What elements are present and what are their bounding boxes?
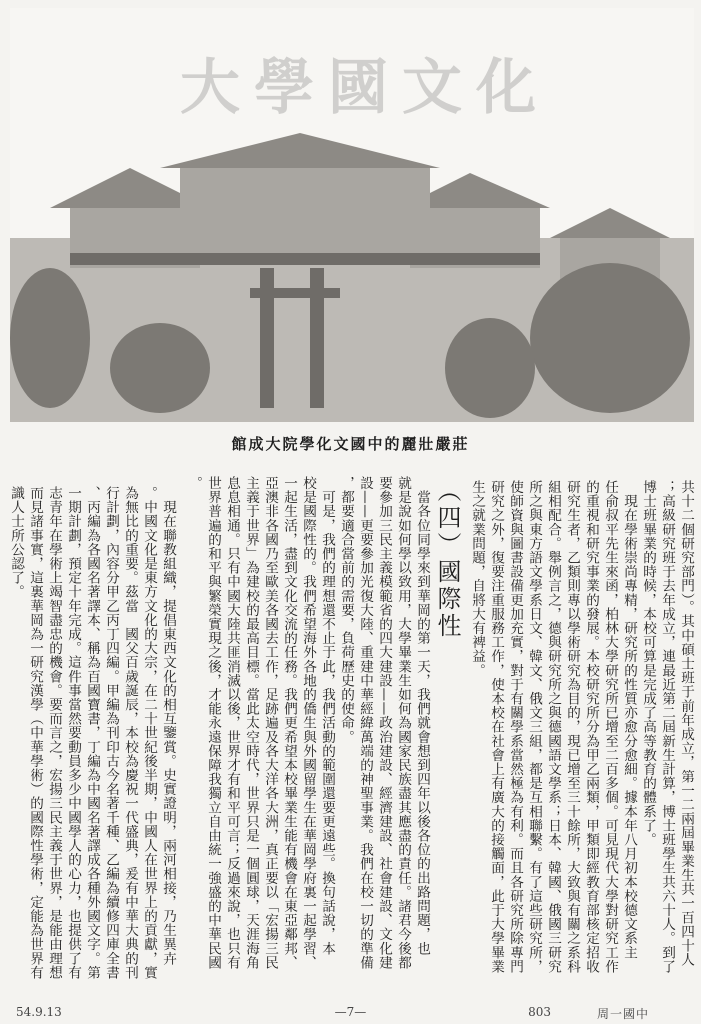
text-column: 。 — [186, 476, 202, 491]
magazine-name: 周一國中 — [596, 1007, 649, 1021]
text-column: 校是國際性的。我們希望海外各地的僑生與外國留學生在華岡學府裏一起學習、 — [300, 476, 316, 970]
text-column: 識人士所公認了。 — [8, 486, 24, 599]
text-column: 一期計劃，預定十年完成。這件事當然要動員多少中國學人的心力，也提供了有 — [65, 486, 81, 980]
text-column: 生之就業問題，自將大有裨益。 — [469, 480, 485, 678]
page-number: —7— — [334, 1005, 367, 1019]
text-column: 志青年在學術上竭智盡忠的機會。要而言之，宏揚三民主義于世界，是能由理想 — [46, 486, 62, 980]
issue-number: 803 — [528, 1005, 551, 1019]
text-column: 組相配合。舉例言之，德與研究所之與德國語文學系；日本、韓國、俄國三研究 — [545, 480, 561, 974]
text-column: 世界普遍的和平與繁榮實現之後，才能永遠保障我獨立自由統一強盛的中華民國 — [205, 476, 221, 970]
text-column: 就是說如何學以致用，大學畢業生如何為國家民族盡其應盡的責任。諸君今後都 — [395, 476, 411, 970]
text-column: 研究之外，復要注重服務工作，使本校在社會上有廣大的接觸面，此于大學畢業 — [488, 480, 504, 974]
text-column: ，都要適合當前的需要，負荷歷史的使命。 — [338, 476, 354, 744]
text-column: 一起生活，盡到文化交流的任務。我們更希望本校畢業生能有機會在東亞鄰邦、 — [281, 476, 297, 970]
text-column: 現在學術崇尚專精，研究所的性質亦愈分愈細。據本年八月初本校德文系主 — [621, 480, 637, 960]
issue-date: 54.9.13 — [16, 1005, 62, 1019]
text-column: 可是，我們的理想還不止于此，我們活動的範圍還要更遠些。換句話說，本 — [319, 476, 335, 956]
text-column: 、丙編為各國名著譯本、稱為百國寶書，丁編為中國名著譯成各種外國文字。第 — [84, 486, 100, 980]
article-section-right — [467, 480, 695, 995]
text-column: 行計劃，內容分甲乙丙丁四編。甲編為刊印古今名著千種、乙編為續修四庫全書 — [103, 486, 119, 980]
text-column: 當各位同學來到華岡的第一天，我們就會想到四年以後各位的出路問題，也 — [414, 476, 430, 956]
text-column: 所之與東方語文學系日文、韓文、俄文三組，都是互相聯繫。有了這些研究所， — [526, 480, 542, 974]
section-heading: （四）國際性 — [433, 478, 461, 640]
watermark: 大學國文化 — [180, 53, 550, 123]
text-column: 使師資與圖書設備更加充實，對于有關學系當然極為有利。而且各研究所除專門 — [507, 480, 523, 974]
text-column: 亞澳非各國乃至歐美各國去工作，足跡遍及各大洋各大洲，真正要以「宏揚三民 — [262, 476, 278, 970]
text-column: 博士班畢業的時候，本校可算是完成了高等教育的體系了。 — [640, 480, 656, 847]
article-section-middle — [184, 476, 431, 991]
photo-caption: 館成大院學化文國中的麗壯嚴莊 — [231, 435, 470, 453]
text-column: 共十二個研究部門）。其中碩士班于前年成立，第一二兩屆畢業生共一百四十人 — [678, 480, 694, 967]
text-column: 的重視和研究事業的發展。本校研究所分為甲乙兩類，甲類即經教育部核定招收 — [583, 480, 599, 974]
text-column: 研究生者，乙類則專以學術研究為目的，現已增至三十餘所，大致與有關之系科 — [564, 480, 580, 974]
text-column: 設——更要參加光復大陸、重建中華經緯萬端的神聖事業。我們在校一切的準備 — [357, 476, 373, 970]
text-column: 主義于世界」為建校的最高目標。當此太空時代，世界只是一個圓球，天涯海角 — [243, 476, 259, 970]
text-column: 為無比的重要。茲當 國父百歲誕辰，本校為慶祝一代盛典，爰有中華大典的刊 — [122, 486, 138, 980]
text-column: 現在聯教組織，提倡東西文化的相互鑒賞。史實證明，兩河相接，乃生異卉 — [160, 486, 176, 966]
article-section-left — [6, 486, 177, 1001]
text-column: 。中國文化是東方文化的大宗，在二十世紀後半期，中國人在世界上的貢獻，實 — [141, 486, 157, 980]
text-column: 要參加三民主義模範省的四大建設——政治建設、經濟建設、社會建設、文化建 — [376, 476, 392, 970]
text-column: 任俞叔平先生來函，柏林大學研究所已增至二百多個。可見現代大學對研究工作 — [602, 480, 618, 974]
text-column: 息息相通。只有中國大陸共匪消滅以後，世界才有和平可言；反過來說，也只有 — [224, 476, 240, 970]
text-column: ；高級研究班于去年成立，連最近第二屆新生計算，博士班學生共六十人。到了 — [659, 480, 675, 974]
text-column: 而見諸事實，這裏華岡為一研究漢學（中華學術）的國際性學術，定能為世界有 — [27, 486, 43, 980]
